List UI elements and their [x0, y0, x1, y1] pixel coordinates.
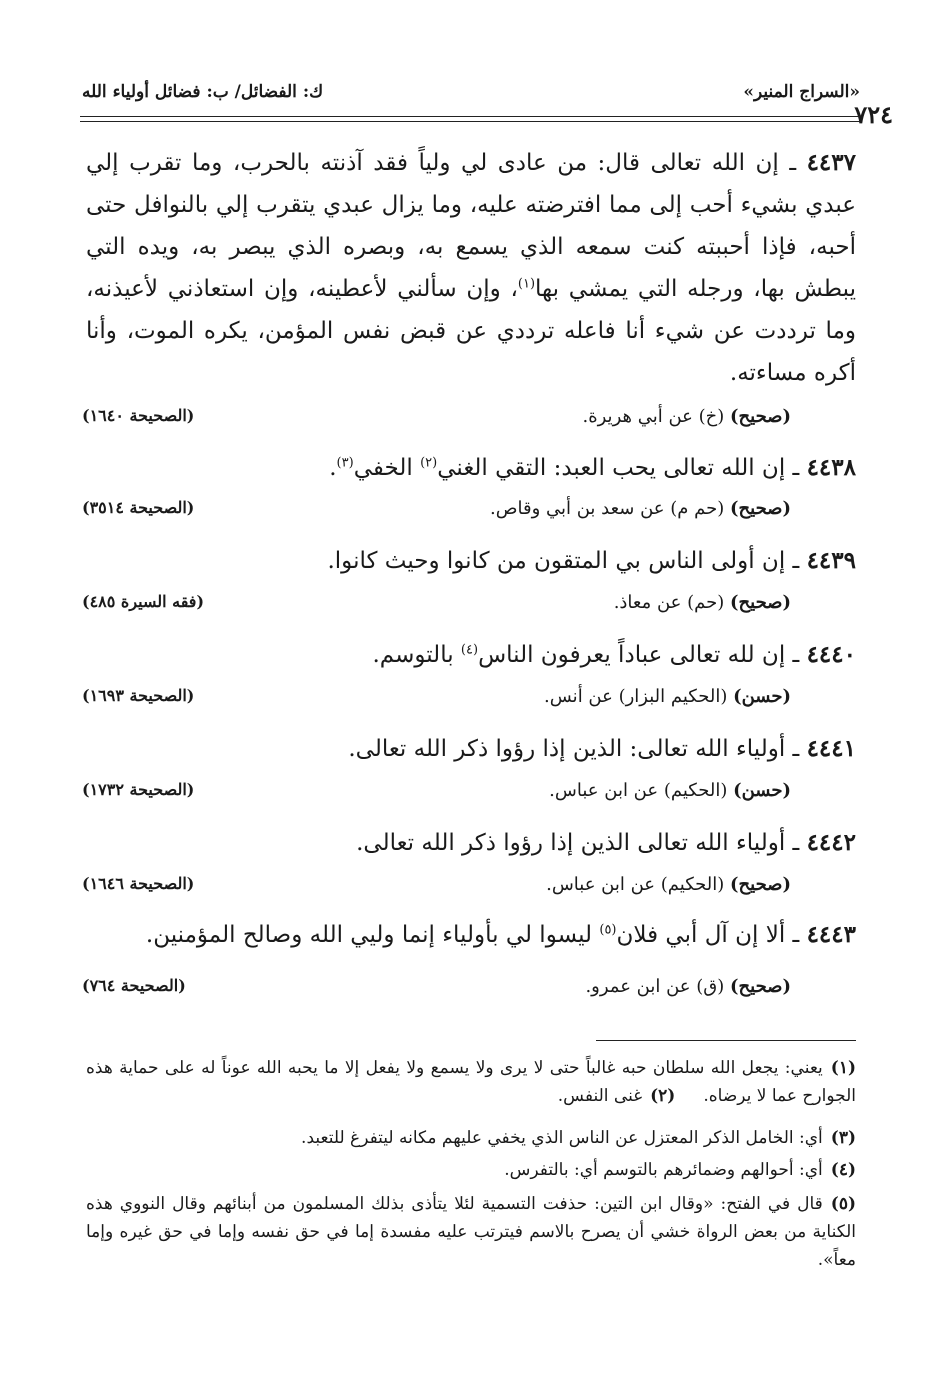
hadith-text: ـ إن أولى الناس بي المتقون من كانوا وحيث كانوا.: [327, 548, 807, 574]
section-title: ك: الفضائل/ ب: فضائل أولياء الله: [82, 82, 324, 102]
footnote-number: (٣): [830, 1128, 856, 1148]
footnote-marker[interactable]: (٥): [599, 922, 617, 938]
hadith-text: .: [329, 455, 337, 481]
hadith-grade: (حسن): [733, 686, 791, 707]
hadith-reference: (الصحيحة ١٦٩٣): [82, 686, 195, 705]
source-text: (الحكيم البزار) عن أنس.: [544, 686, 734, 707]
hadith-reference: (فقه السيرة ٤٨٥): [82, 592, 205, 611]
footnote-4: [86, 1156, 856, 1184]
hadith-text: ـ أولياء الله تعالى: الذين إذا رؤوا ذكر الله تعالى.: [348, 736, 807, 762]
footnote-marker[interactable]: (١): [517, 276, 536, 292]
footnote-number: (١): [830, 1058, 856, 1078]
hadith-source: [585, 976, 791, 997]
footnote-marker[interactable]: (٤): [460, 642, 479, 658]
hadith-text: ليسوا لي بأولياء إنما وليي الله وصالح المؤمنين.: [145, 922, 600, 948]
source-text: (الحكيم) عن ابن عباس.: [546, 874, 730, 895]
hadith-grade: (صحيح): [730, 874, 791, 895]
hadith-4442: [86, 822, 856, 864]
source-text: (ق) عن ابن عمرو.: [585, 976, 730, 997]
hadith-text: ـ ألا إن آل أبي فلان: [616, 922, 807, 948]
hadith-4440: [86, 634, 856, 676]
hadith-text: بالتوسم.: [372, 642, 461, 668]
running-header: [70, 78, 860, 108]
source-text: (خ) عن أبي هريرة.: [582, 406, 730, 427]
header-rule-bottom: [80, 121, 860, 122]
hadith-text: ، وإن سألني لأعطينه، وإن استعاذني لأعيذنه، وما ترددت عن شيء أنا فاعله ترددي عن قبض نفس المؤمن، يكره الموت، وأنا أكره مساءته.: [86, 276, 856, 386]
footnote-3: [86, 1124, 856, 1152]
hadith-text: ـ أولياء الله تعالى الذين إذا رؤوا ذكر الله تعالى.: [356, 830, 807, 856]
hadith-number: ٤٤٣٨: [806, 454, 856, 481]
hadith-source: [490, 498, 791, 519]
hadith-grade: (حسن): [733, 780, 791, 801]
hadith-number: ٤٤٣٧: [806, 149, 856, 176]
hadith-source: [544, 686, 791, 707]
hadith-text: ـ إن لله تعالى عباداً يعرفون الناس: [478, 642, 807, 668]
page-number: ٧٢٤: [854, 100, 893, 129]
hadith-grade: (صحيح): [730, 592, 791, 613]
footnote-5: [86, 1190, 856, 1274]
footnote-1: [86, 1054, 856, 1110]
hadith-4437: [86, 142, 856, 394]
hadith-number: ٤٤٤١: [806, 735, 856, 762]
hadith-reference: (الصحيحة ١٦٤٠): [82, 406, 195, 425]
footnote-number: (٢): [650, 1086, 676, 1106]
hadith-text: ـ إن الله تعالى قال: من عادى لي ولياً فقد آذنته بالحرب، وما تقرب إلي عبدي بشيء أحب إلى مما افترضته عليه، وما يزال عبدي يتقرب إلي بالنوافل حتى أحبه، فإذا أحببته كنت سمعه الذي يسمع به، وبصره الذي يبصر به، ويده التي يبطش بها، ورجله التي يمشي بها: [86, 150, 856, 302]
source-text: (حم م) عن سعد بن أبي وقاص.: [490, 498, 730, 519]
footnote-text: أي: أحوالهم وضمائرهم بالتوسم أي: بالتفرس.: [504, 1160, 823, 1180]
book-title: «السراج المنير»: [743, 82, 860, 102]
hadith-source: [614, 592, 791, 613]
hadith-reference: (الصحيحة ١٧٣٢): [82, 780, 195, 799]
footnote-separator: [596, 1040, 856, 1041]
hadith-4438: [86, 447, 856, 489]
hadith-number: ٤٤٤٣: [806, 921, 856, 948]
footnote-number: (٥): [830, 1194, 856, 1214]
footnote-text: غنى النفس.: [557, 1086, 643, 1106]
source-text: (الحكيم) عن ابن عباس.: [549, 780, 734, 801]
footnote-text: أي: الخامل الذكر المعتزل عن الناس الذي يخفي عليهم مكانه ليتفرغ للتعبد.: [301, 1128, 823, 1148]
hadith-grade: (صحيح): [730, 498, 791, 519]
hadith-number: ٤٤٣٩: [806, 547, 856, 574]
footnote-text: قال في الفتح: «وقال ابن التين: حذفت التسمية لئلا يتأذى بذلك المسلمون من أبنائهم وقال النووي هذه الكناية من بعض الرواة خشي أن يصرح بالاسم فيترتب عليه مفسدة إما في حق نفسه وإما في حق غيره وإما معاً».: [86, 1194, 856, 1270]
hadith-source: [546, 874, 791, 895]
hadith-number: ٤٤٤٠: [806, 641, 856, 668]
hadith-reference: (الصحيحة ١٦٤٦): [82, 874, 195, 893]
footnote-marker[interactable]: (٣): [336, 455, 354, 471]
hadith-grade: (صحيح): [730, 406, 791, 427]
hadith-grade: (صحيح): [730, 976, 791, 997]
hadith-text: ـ إن الله تعالى يحب العبد: التقي الغني: [437, 455, 807, 481]
hadith-source: [549, 780, 791, 801]
footnote-marker[interactable]: (٢): [420, 455, 438, 471]
footnote-text: يعني: يجعل الله سلطان حبه غالباً حتى لا يرى ولا يسمع ولا يفعل إلا ما يحبه الله عوناً له على حماية هذه الجوارح عما لا يرضاه.: [86, 1058, 856, 1106]
hadith-4443: [86, 914, 856, 956]
footnote-number: (٤): [830, 1160, 856, 1180]
hadith-4439: [86, 540, 856, 582]
hadith-number: ٤٤٤٢: [806, 829, 856, 856]
hadith-text: الخفي: [353, 455, 421, 481]
hadith-reference: (الصحيحة ٧٦٤): [82, 976, 186, 995]
hadith-reference: (الصحيحة ٣٥١٤): [82, 498, 195, 517]
hadith-4441: [86, 728, 856, 770]
source-text: (حم) عن معاذ.: [613, 592, 730, 613]
hadith-source: [582, 406, 791, 427]
header-rule-top: [80, 116, 860, 117]
